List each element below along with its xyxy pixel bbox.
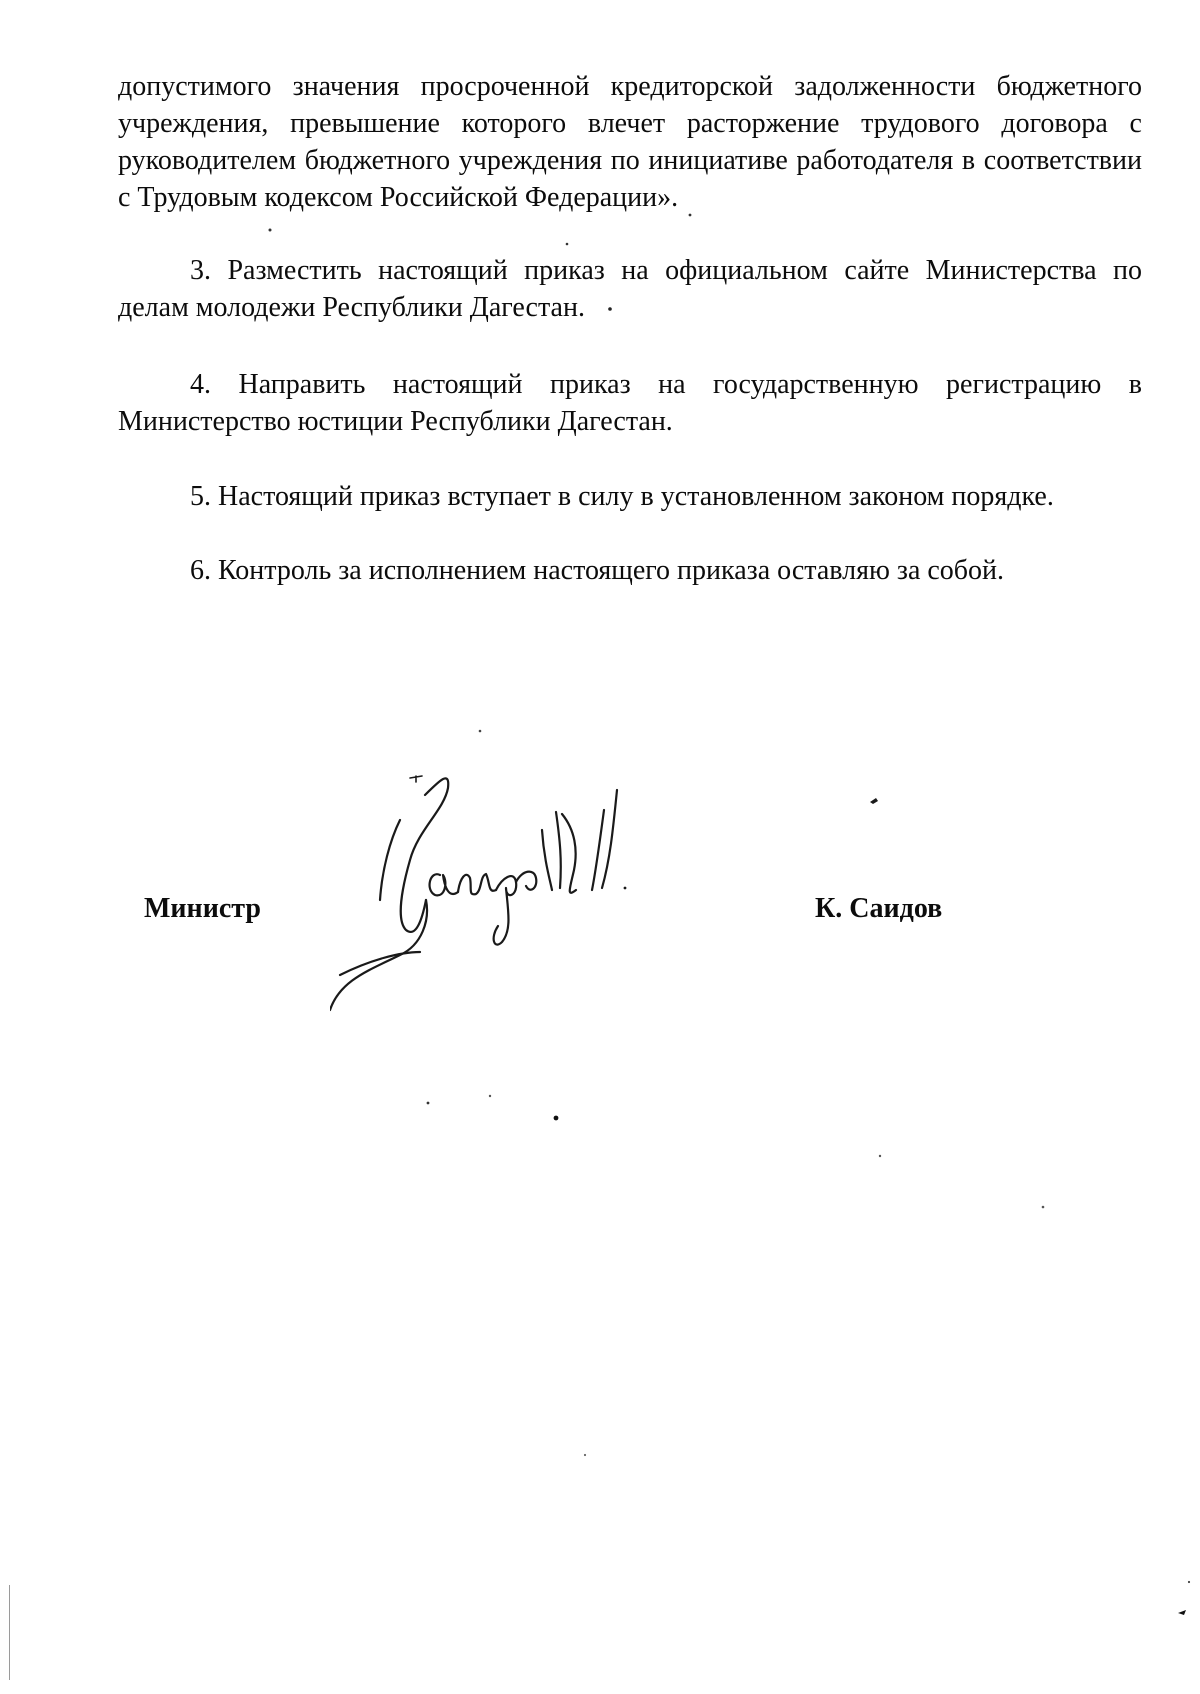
signatory-title: Министр [144,893,261,924]
item-5-paragraph: 5. Настоящий приказ вступает в силу в установленном законом порядке. [190,481,1054,512]
item-4-paragraph: 4. Направить настоящий приказ на государственную регистрацию в Министерство юстиции Республики Дагестан. [118,369,1142,437]
signatory-name: К. Саидов [815,893,943,924]
item-3-paragraph: 3. Разместить настоящий приказ на официальном сайте Министерства по делам молодежи Республики Дагестан. [118,255,1142,323]
paragraph-continuation: допустимого значения просроченной кредиторской задолженности бюджетного учреждения, превышение которого влечет расторжение трудового договора с руководителем бюджетного учреждения по инициативе работодателя в соответствии с Трудовым кодексом Российской Федерации». [118,71,1142,213]
item-6-paragraph: 6. Контроль за исполнением настоящего приказа оставляю за собой. [190,555,1005,586]
handwritten-signature-image [330,770,710,1030]
margin-scan-line [9,1585,10,1680]
